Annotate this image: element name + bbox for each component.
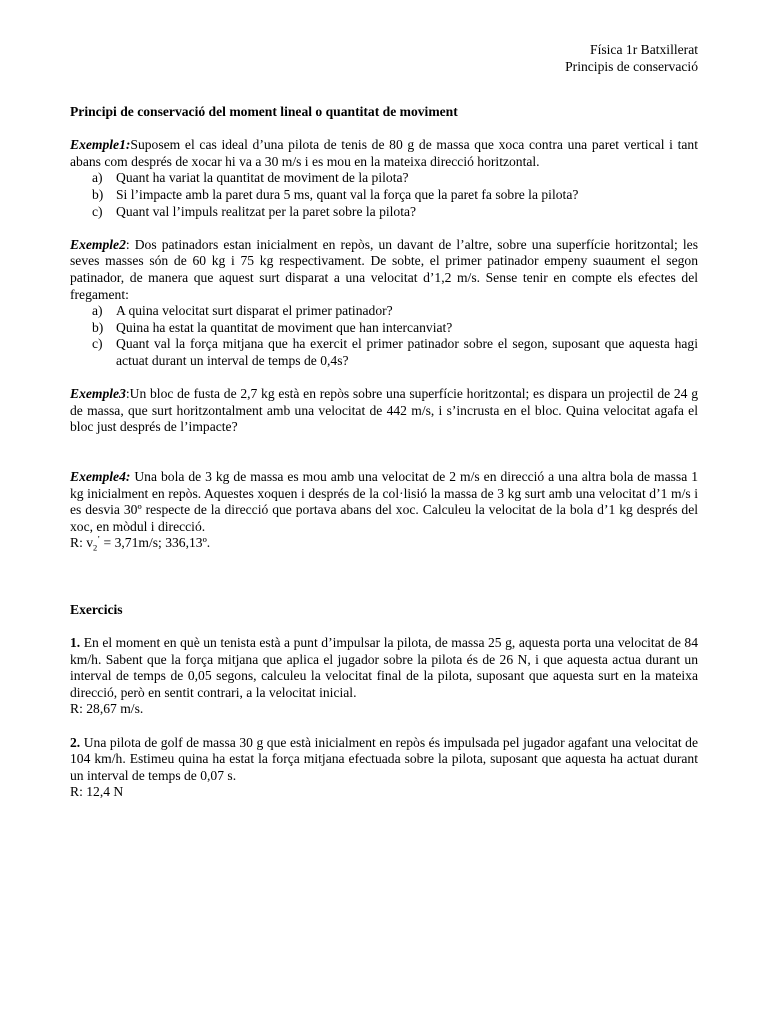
answer-subscript: 2 [93,543,98,554]
example-1-label: Exemple1: [70,137,131,153]
list-item [70,320,698,337]
exercise-1 [70,635,698,718]
answer-value: = 3,71m/s; 336,13º. [100,535,211,551]
page-header [565,42,698,75]
document-title: Principi de conservació del moment lineal o quantitat de moviment [70,104,458,119]
list-item [70,204,698,221]
document-body [70,104,698,801]
example-3-statement [70,386,698,436]
example-4-text: Una bola de 3 kg de massa es mou amb una velocitat de 2 m/s en direcció a una altra bola de massa 1 kg inicialment en repòs. Aquestes xoquen i després de la col·lisió la massa de 3 kg surt amb una velocitat d’1 m/s i es desvia 30º respecte de la direcció que portava abans del xoc. Calculeu la velocitat de la bola d’1 kg després del xoc, en mòdul i direcció. [70,469,698,534]
example-1-text: Suposem el cas ideal d’una pilota de tenis de 80 g de massa que xoca contra una paret vertical i tant abans com després de xocar hi va a 30 m/s i es mou en la mateixa direcció horitzontal. [70,137,698,169]
exercise-2 [70,735,698,801]
example-2 [70,237,698,370]
list-marker: a) [92,170,103,186]
list-marker: c) [92,336,103,352]
list-marker: c) [92,203,103,219]
list-item-text: Quant val l’impuls realitzat per la paret sobre la pilota? [116,203,417,219]
exercises-heading: Exercicis [70,601,123,617]
answer-superscript: ’ [97,533,101,544]
example-4-label: Exemple4: [70,469,131,485]
list-item [70,187,698,204]
example-1 [70,137,698,220]
example-2-label: Exemple2 [70,236,126,252]
exercise-1-number: 1. [70,635,81,651]
example-3 [70,386,698,436]
example-3-label: Exemple3 [70,386,126,402]
list-item-text: Quant val la força mitjana que ha exercit el primer patinador sobre el segon, suposant que aquesta hagi actuat durant un interval de temps de 0,4s? [116,336,698,368]
list-item [70,170,698,187]
exercise-1-text: En el moment en què un tenista està a punt d’impulsar la pilota, de massa 25 g, aquesta porta una velocitat de 84 km/h. Sabent que la força mitjana que aplica el jugador sobre la pilota és de 26 N, i que aquesta actua durant un interval de temps de 0,05 segons, calculeu la velocitat final de la pilota, suposant que aquesta surt en la mateixa direcció, però en sentit contrari, a la velocitat inicial. [70,635,698,700]
exercise-2-statement [70,735,698,785]
list-marker: a) [92,303,103,319]
exercise-2-text: Una pilota de golf de massa 30 g que està inicialment en repòs és impulsada pel jugador agafant una velocitat de 104 km/h. Estimeu quina ha estat la força mitjana efectuada sobre la pilota, suposant que aquesta ha actuat durant un interval de temps de 0,07 s. [70,734,698,783]
example-3-text: :Un bloc de fusta de 2,7 kg està en repòs sobre una superfície horitzontal; es dispara un projectil de 24 g de massa, que surt horitzontalment amb una velocitat de 442 m/s, i s’incrusta en el bloc. Quina velocitat agafa el bloc just després de l’impacte? [70,386,698,435]
example-2-text: : Dos patinadors estan inicialment en repòs, un davant de l’altre, sobre una superfície horitzontal; les seves masses són de 60 kg i 75 kg respectivament. De sobte, el primer patinador empeny suaument el segon patinador, de manera que aquest surt disparat a una velocitat d’1,2 m/s. Sense tenir en compte els efectes del fregament: [70,236,698,302]
list-item-text: Si l’impacte amb la paret dura 5 ms, quant val la força que la paret fa sobre la pilota? [116,186,579,202]
list-item-text: Quina ha estat la quantitat de moviment que han intercanviat? [116,319,453,335]
header-course: Física 1r Batxillerat [590,42,698,57]
example-1-questions [70,170,698,220]
example-1-statement [70,137,698,170]
example-2-statement [70,237,698,303]
list-item-text: A quina velocitat surt disparat el primer patinador? [116,303,393,319]
example-4 [70,469,698,552]
header-topic: Principis de conservació [565,58,698,74]
list-item [70,303,698,320]
exercise-1-answer: R: 28,67 m/s. [70,701,144,717]
list-item-text: Quant ha variat la quantitat de moviment de la pilota? [116,170,409,186]
list-marker: b) [92,186,104,202]
example-4-answer [70,535,698,552]
example-2-questions [70,303,698,369]
example-4-statement [70,469,698,535]
exercise-2-answer: R: 12,4 N [70,784,124,800]
exercise-1-statement [70,635,698,701]
answer-prefix: R: v [70,535,94,551]
list-marker: b) [92,319,104,335]
list-item [70,336,698,369]
exercise-2-number: 2. [70,734,81,750]
